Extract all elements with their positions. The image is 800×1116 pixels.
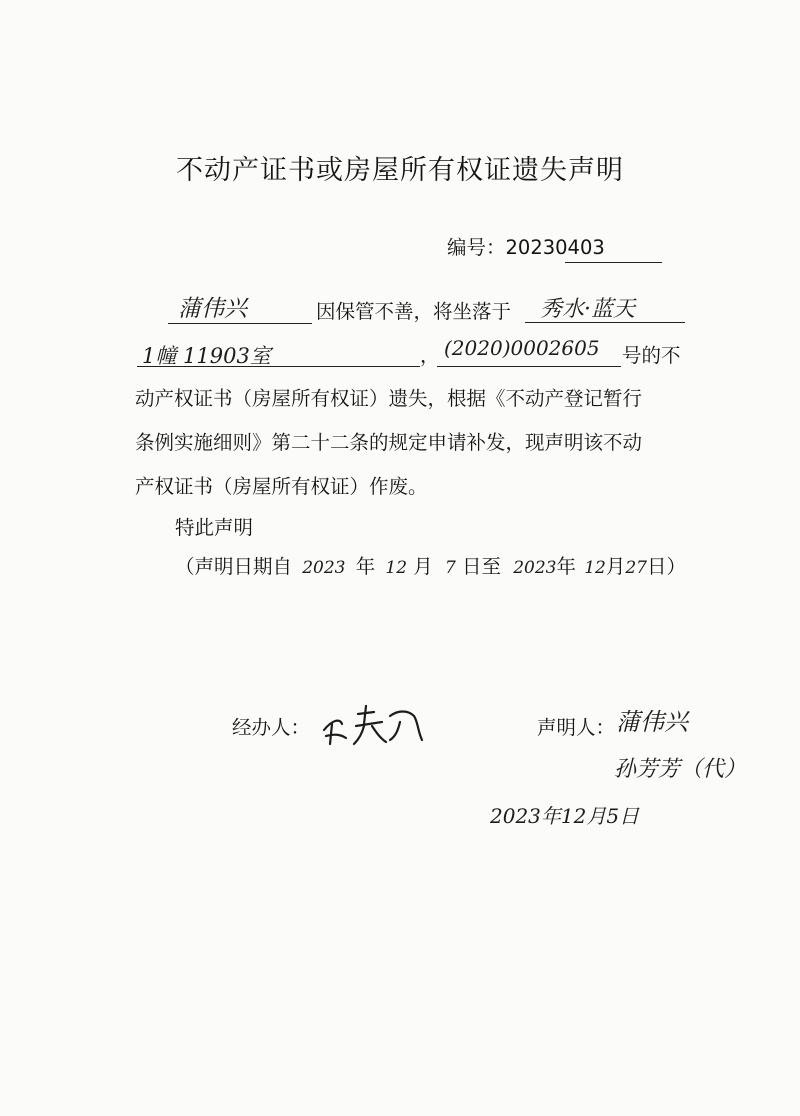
serial-label: 编号： bbox=[447, 236, 506, 259]
address-handwritten-2: 1幢 11903室 bbox=[142, 344, 271, 368]
body-line-1-text: 因保管不善，将坐落于 bbox=[316, 300, 512, 323]
period-day-char: 日 bbox=[647, 555, 667, 578]
agent-label: 经办人： bbox=[232, 716, 311, 739]
cert-number-underline bbox=[437, 366, 621, 367]
document-title: 不动产证书或房屋所有权证遗失声明 bbox=[176, 155, 624, 186]
serial-underline bbox=[565, 262, 662, 263]
body-line-2-suffix: 号的不 bbox=[622, 344, 681, 367]
declarant-name-handwritten: 蒲伟兴 bbox=[178, 296, 247, 322]
special-statement: 特此声明 bbox=[175, 516, 254, 539]
period-year-char-1: 年 bbox=[355, 555, 376, 578]
proxy-signature: 孙芳芳（代） bbox=[614, 757, 747, 782]
period-line bbox=[175, 557, 686, 577]
period-end-year: 2023 bbox=[513, 558, 557, 578]
serial-number-line bbox=[447, 238, 605, 258]
body-line-4: 条例实施细则》第二十二条的规定申请补发，现声明该不动 bbox=[135, 431, 643, 454]
cert-number-handwritten: (2020)0002605 bbox=[444, 336, 600, 360]
period-start-year: 2023 bbox=[302, 558, 346, 578]
name-underline bbox=[168, 323, 312, 324]
period-prefix: （声明日期自 bbox=[175, 555, 293, 578]
period-start-month: 12 bbox=[385, 558, 408, 578]
period-month-char-1: 月 bbox=[413, 555, 433, 578]
address-underline-1 bbox=[525, 322, 685, 323]
period-end-day: 27 bbox=[625, 558, 647, 578]
period-suffix: ） bbox=[666, 555, 687, 578]
declarant-signature: 蒲伟兴 bbox=[616, 708, 688, 736]
period-end-month: 12 bbox=[584, 558, 606, 578]
serial-value: 20230403 bbox=[505, 236, 605, 259]
period-start-day: 7 bbox=[444, 558, 456, 578]
declarant-label: 声明人： bbox=[537, 716, 616, 739]
comma: ， bbox=[420, 344, 440, 367]
sign-date: 2023年12月5日 bbox=[490, 804, 640, 828]
period-to: 日至 bbox=[462, 555, 502, 578]
period-month-char-2: 月 bbox=[605, 555, 626, 578]
body-line-5: 产权证书（房屋所有权证）作废。 bbox=[135, 475, 428, 498]
address-handwritten-1: 秀水·蓝天 bbox=[540, 297, 635, 322]
agent-signature-drawing bbox=[318, 700, 428, 748]
period-year-char-2: 年 bbox=[556, 555, 576, 578]
body-line-3: 动产权证书（房屋所有权证）遗失，根据《不动产登记暂行 bbox=[135, 387, 643, 410]
address-underline-2 bbox=[137, 366, 420, 367]
